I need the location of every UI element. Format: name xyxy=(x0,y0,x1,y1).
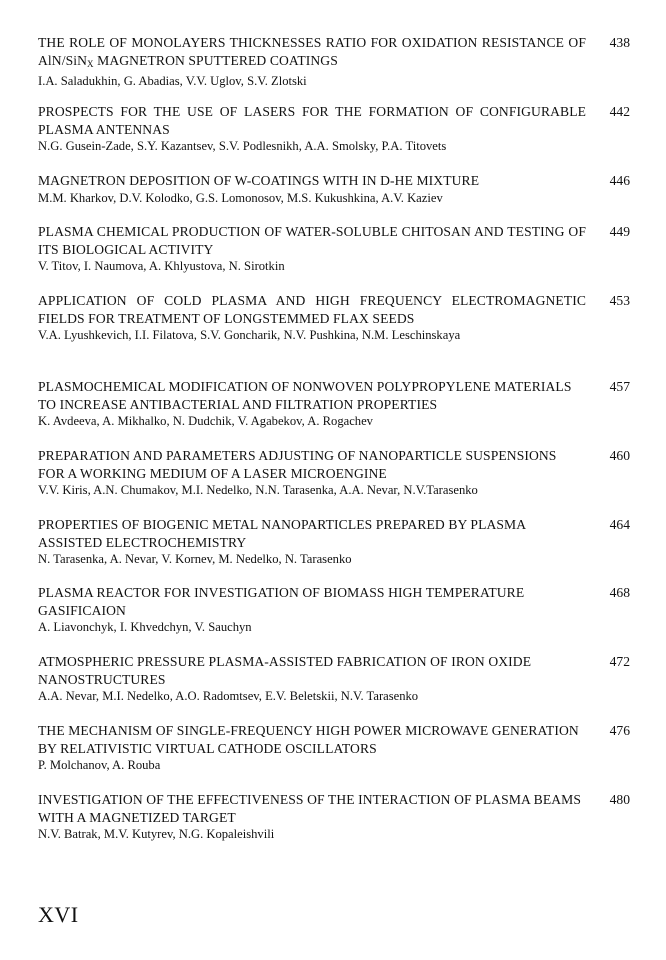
entry-authors: V.A. Lyushkevich, I.I. Filatova, S.V. Goncharik, N.V. Pushkina, N.M. Leschinskaya xyxy=(38,328,461,342)
entry-authors: V. Titov, I. Naumova, A. Khlyustova, N. Sirotkin xyxy=(38,259,285,273)
entry-authors: I.A. Saladukhin, G. Abadias, V.V. Uglov, S.V. Zlotski xyxy=(38,74,307,88)
toc-entry xyxy=(38,103,630,155)
entry-title: PROPERTIES OF BIOGENIC METAL NANOPARTICLES PREPARED BY PLASMA ASSISTED ELECTROCHEMISTRY xyxy=(38,517,526,550)
entry-page-number: 453 xyxy=(609,293,630,308)
title-text: MAGNETRON SPUTTERED COATINGS xyxy=(93,52,338,68)
toc-entry xyxy=(38,653,630,705)
entry-authors: M.M. Kharkov, D.V. Kolodko, G.S. Lomonosov, M.S. Kukushkina, A.V. Kaziev xyxy=(38,190,443,205)
entry-title: PREPARATION AND PARAMETERS ADJUSTING OF NANOPARTICLE SUSPENSIONS FOR A WORKING MEDIUM OF A LASER MICROENGINE xyxy=(38,448,557,481)
entry-title: THE MECHANISM OF SINGLE-FREQUENCY HIGH POWER MICROWAVE GENERATION BY RELATIVISTIC VIRTUAL CATHODE OSCILLATORS xyxy=(38,723,579,756)
entry-title: PLASMA REACTOR FOR INVESTIGATION OF BIOMASS HIGH TEMPERATURE GASIFICAION xyxy=(38,585,525,618)
title-text: THE ROLE OF MONOLAYERS THICKNESSES RATIO FOR OXIDATION RESISTANCE OF AlN/SiN xyxy=(38,35,586,68)
toc-entry xyxy=(38,516,630,568)
entry-page-number: 464 xyxy=(609,517,630,532)
toc-entry xyxy=(38,292,630,344)
toc-entry xyxy=(38,172,630,207)
entry-title: ATMOSPHERIC PRESSURE PLASMA-ASSISTED FABRICATION OF IRON OXIDE NANOSTRUCTURES xyxy=(38,654,532,687)
entry-authors: V.V. Kiris, A.N. Chumakov, M.I. Nedelko, N.N. Tarasenka, A.A. Nevar, N.V.Tarasenko xyxy=(38,483,478,497)
title-subscript: X xyxy=(87,58,94,69)
entry-page-number: 457 xyxy=(609,379,630,394)
toc-entry xyxy=(38,223,630,275)
entry-title: APPLICATION OF COLD PLASMA AND HIGH FREQUENCY ELECTROMAGNETIC FIELDS FOR TREATMENT OF LONGSTEMMED FLAX SEEDS xyxy=(38,293,586,326)
toc-entry xyxy=(38,791,630,843)
entry-title: MAGNETRON DEPOSITION OF W-COATINGS WITH IN D-HE MIXTURE xyxy=(38,173,480,188)
toc-entry xyxy=(38,447,630,499)
entry-authors: K. Avdeeva, A. Mikhalko, N. Dudchik, V. Agabekov, A. Rogachev xyxy=(38,414,373,428)
entry-page-number: 460 xyxy=(609,448,630,463)
page-footer-numeral: XVI xyxy=(38,902,79,927)
entry-authors: N. Tarasenka, A. Nevar, V. Kornev, M. Nedelko, N. Tarasenko xyxy=(38,552,352,566)
entry-page-number: 472 xyxy=(609,654,630,669)
entry-page-number: 480 xyxy=(609,792,630,807)
toc-entry xyxy=(38,584,630,636)
entry-authors: A. Liavonchyk, I. Khvedchyn, V. Sauchyn xyxy=(38,620,252,634)
entry-authors: P. Molchanov, A. Rouba xyxy=(38,758,161,772)
entry-page-number: 476 xyxy=(609,723,630,738)
entry-authors: N.V. Batrak, M.V. Kutyrev, N.G. Kopaleishvili xyxy=(38,827,275,841)
entry-page-number: 438 xyxy=(609,35,630,50)
toc-entry xyxy=(38,378,630,430)
entry-title: INVESTIGATION OF THE EFFECTIVENESS OF THE INTERACTION OF PLASMA BEAMS WITH A MAGNETIZED TARGET xyxy=(38,792,582,825)
entry-page-number: 446 xyxy=(609,173,630,188)
entry-title xyxy=(38,34,586,73)
entry-authors: A.A. Nevar, M.I. Nedelko, A.O. Radomtsev, E.V. Beletskii, N.V. Tarasenko xyxy=(38,689,419,703)
toc-entry xyxy=(38,34,630,90)
entry-title: PROSPECTS FOR THE USE OF LASERS FOR THE FORMATION OF CONFIGURABLE PLASMA ANTENNAS xyxy=(38,104,586,137)
entry-title: PLASMOCHEMICAL MODIFICATION OF NONWOVEN POLYPROPYLENE MATERIALS TO INCREASE ANTIBACTERIAL AND FILTRATION PROPERTIES xyxy=(38,379,572,412)
entry-title: PLASMA CHEMICAL PRODUCTION OF WATER-SOLUBLE CHITOSAN AND TESTING OF ITS BIOLOGICAL ACTIVITY xyxy=(38,224,586,257)
entry-page-number: 449 xyxy=(609,224,630,239)
entry-page-number: 442 xyxy=(609,104,630,119)
toc-entry xyxy=(38,722,630,774)
entry-authors: N.G. Gusein-Zade, S.Y. Kazantsev, S.V. Podlesnikh, A.A. Smolsky, P.A. Titovets xyxy=(38,139,447,153)
entry-page-number: 468 xyxy=(609,585,630,600)
